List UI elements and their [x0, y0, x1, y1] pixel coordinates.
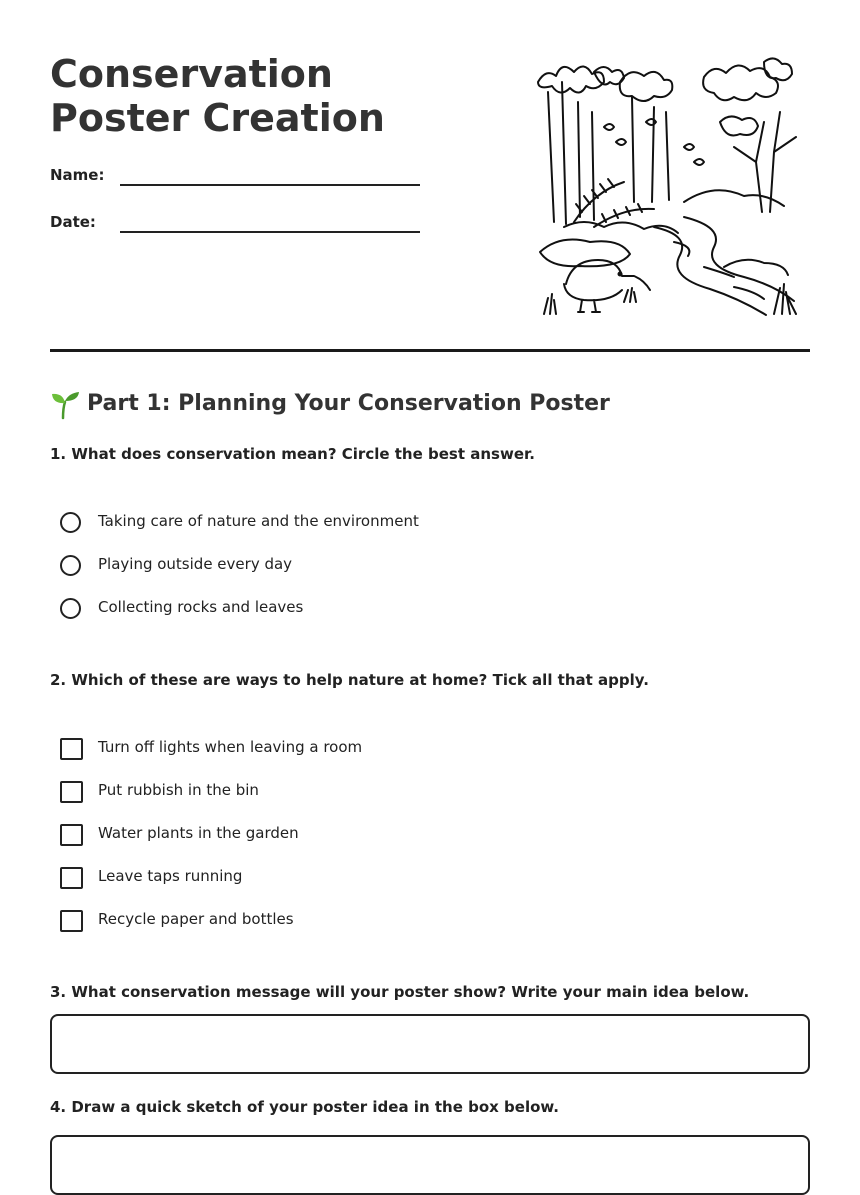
- name-line[interactable]: [120, 184, 420, 186]
- date-label: Date:: [50, 213, 96, 231]
- option-label: Put rubbish in the bin: [98, 781, 259, 799]
- option-label: Recycle paper and bottles: [98, 910, 294, 928]
- sketch-box[interactable]: [50, 1135, 810, 1195]
- name-field[interactable]: [50, 166, 420, 196]
- q2-option-1[interactable]: [60, 737, 660, 763]
- checkbox[interactable]: [60, 910, 83, 932]
- sprout-icon: [50, 390, 80, 420]
- q2-option-2[interactable]: [60, 780, 660, 806]
- question-4: 4. Draw a quick sketch of your poster idea in the box below.: [50, 1098, 559, 1116]
- question-3: 3. What conservation message will your poster show? Write your main idea below.: [50, 983, 750, 1001]
- radio-circle[interactable]: [60, 512, 81, 533]
- option-label: Water plants in the garden: [98, 824, 299, 842]
- q1-option-1[interactable]: [60, 511, 660, 537]
- forest-river-kiwi-illustration: [534, 52, 806, 322]
- checkbox[interactable]: [60, 781, 83, 803]
- q2-option-5[interactable]: [60, 909, 660, 935]
- checkbox[interactable]: [60, 824, 83, 846]
- part1-title: Part 1: Planning Your Conservation Poster: [87, 391, 610, 416]
- question-1: 1. What does conservation mean? Circle the best answer.: [50, 445, 535, 463]
- option-label: Leave taps running: [98, 867, 243, 885]
- worksheet-title: Conservation Poster Creation: [50, 52, 385, 140]
- date-field[interactable]: [50, 213, 420, 243]
- main-idea-answer-box[interactable]: [50, 1014, 810, 1074]
- q2-option-4[interactable]: [60, 866, 660, 892]
- option-label: Collecting rocks and leaves: [98, 598, 304, 616]
- date-line[interactable]: [120, 231, 420, 233]
- option-label: Turn off lights when leaving a room: [98, 738, 363, 756]
- q1-option-2[interactable]: [60, 554, 660, 580]
- radio-circle[interactable]: [60, 555, 81, 576]
- option-label: Playing outside every day: [98, 555, 293, 573]
- option-label: Taking care of nature and the environment: [98, 512, 419, 530]
- checkbox[interactable]: [60, 738, 83, 760]
- header-divider: [50, 349, 810, 352]
- q2-option-3[interactable]: [60, 823, 660, 849]
- checkbox[interactable]: [60, 867, 83, 889]
- radio-circle[interactable]: [60, 598, 81, 619]
- question-2: 2. Which of these are ways to help nature at home? Tick all that apply.: [50, 671, 649, 689]
- name-label: Name:: [50, 166, 105, 184]
- q1-option-3[interactable]: [60, 597, 660, 623]
